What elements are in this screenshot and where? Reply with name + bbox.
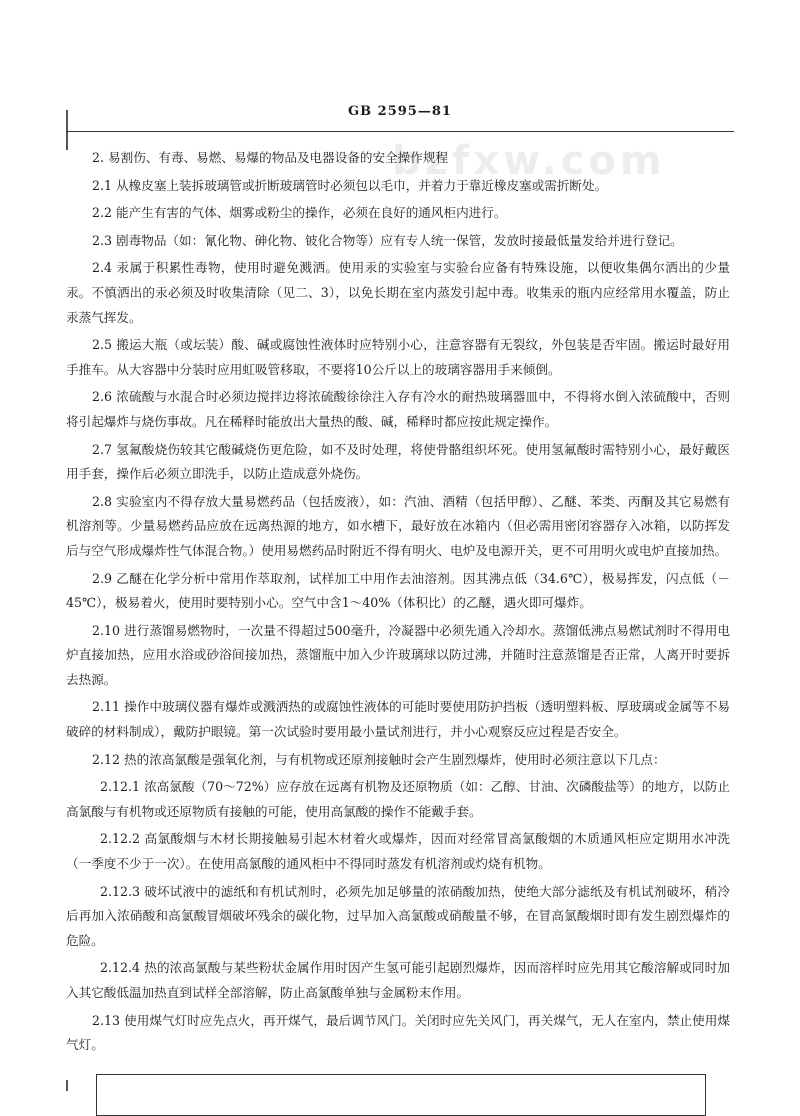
watermark: bzfxw.com <box>392 138 666 184</box>
clause-2-12-1: 2.12.1 浓高氯酸（70～72%）应存放在远离有机物及还原物质（如：乙醇、甘油、次磷酸盐等）的地方，以防止高氯酸与有机物或还原物质有接触的可能，使用高氯酸的操作不能戴手套。 <box>66 779 730 819</box>
header-rule <box>66 131 734 132</box>
scan-edge-mark-bottom <box>66 1080 68 1091</box>
section-heading: 2. 易割伤、有毒、易燃、易爆的物品及电器设备的安全操作规程 <box>92 150 449 165</box>
bottom-frame <box>96 1074 706 1116</box>
clause-2-3: 2.3 剧毒物品（如：氰化物、砷化物、铍化合物等）应有专人统一保管，发放时接最低量发给并进行登记。 <box>92 232 683 248</box>
clause-2-12-2: 2.12.2 高氯酸烟与木材长期接触易引起木材着火或爆炸，因而对经常冒高氯酸烟的木质通风柜应定期用水冲洗（一季度不少于一次）。在使用高氯酸的通风柜中不得同时蒸发有机溶剂或灼烧有机物。 <box>66 831 730 872</box>
document-body <box>66 146 730 1061</box>
clause-2-12-4: 2.12.4 热的浓高氯酸与某些粉状金属作用时因产生氢可能引起剧烈爆炸，因而溶样时应先用其它酸溶解或同时加入其它酸低温加热直到试样全部溶解，防止高氯酸单独与金属粉末作用。 <box>66 960 730 1000</box>
standard-code-header: GB 2595—81 <box>348 104 452 119</box>
clause-2-2: 2.2 能产生有害的气体、烟雾或粉尘的操作，必须在良好的通风柜内进行。 <box>92 205 507 221</box>
clause-2-8: 2.8 实验室内不得存放大量易燃药品（包括废液），如：汽油、酒精（包括甲醇）、乙醚、苯类、丙酮及其它易燃有机溶剂等。少量易燃药品应放在远离热源的地方，如水槽下，最好放在冰箱内（但必需用密闭容器存入冰箱，以防挥发后与空气形成爆炸性气体混合物。）使用易燃药品时附近不得有明火、电炉及电源开关，更不可用明火或电炉直接加热。 <box>66 493 730 558</box>
clause-2-13: 2.13 使用煤气灯时应先点火，再开煤气，最后调节风门。关闭时应先关风门，再关煤气，无人在室内，禁止使用煤气灯。 <box>66 1012 730 1053</box>
clause-2-6: 2.6 浓硫酸与水混合时必须边搅拌边将浓硫酸徐徐注入存有冷水的耐热玻璃器皿中，不得将水倒入浓硫酸中，否则将引起爆炸与烧伤事故。凡在稀释时能放出大量热的酸、碱，稀释时都应按此规定操作。 <box>66 389 730 429</box>
clause-2-10: 2.10 进行蒸馏易燃物时，一次量不得超过500毫升，冷凝器中必须先通入冷却水。蒸馏低沸点易燃试剂时不得用电炉直接加热，应用水浴或砂浴间接加热，蒸馏瓶中加入少许玻璃球以防过沸，并随时注意蒸馏是否正常，人离开时要拆去热源。 <box>66 622 730 687</box>
clause-2-12: 2.12 热的浓高氯酸是强氧化剂，与有机物或还原剂接触时会产生剧烈爆炸，使用时必须注意以下几点： <box>92 751 666 767</box>
clause-2-7: 2.7 氢氟酸烧伤较其它酸碱烧伤更危险，如不及时处理，将使骨骼组织坏死。使用氢氟酸时需特别小心，最好戴医用手套，操作后必须立即洗手，以防止造成意外烧伤。 <box>66 441 730 482</box>
clause-2-1: 2.1 从橡皮塞上装拆玻璃管或折断玻璃管时必须包以毛巾，并着力于靠近橡皮塞或需折断处。 <box>92 177 608 193</box>
clause-2-5: 2.5 搬运大瓶（或坛装）酸、碱或腐蚀性液体时应特别小心，注意容器有无裂纹，外包装是否牢固。搬运时最好用手推车。从大容器中分装时应用虹吸管移取，不要将10公斤以上的玻璃容器用手来倾倒。 <box>66 337 730 377</box>
clause-2-12-3: 2.12.3 破坏试液中的滤纸和有机试剂时，必须先加足够量的浓硝酸加热，使绝大部分滤纸及有机试剂破坏，稍冷后再加入浓硝酸和高氯酸冒烟破坏残余的碳化物，过早加入高氯酸或硝酸量不够，在冒高氯酸烟时即有发生剧烈爆炸的危险。 <box>66 883 730 948</box>
clause-2-11: 2.11 操作中玻璃仪器有爆炸或溅洒热的或腐蚀性液体的可能时要使用防护挡板（透明塑料板、厚玻璃或金属等不易破碎的材料制成），戴防护眼镜。第一次试验时要用最小量试剂进行，并小心观察反应过程是否安全。 <box>66 699 730 740</box>
clause-2-4: 2.4 汞属于积累性毒物，使用时避免溅洒。使用汞的实验室与实验台应备有特殊设施，以便收集偶尔洒出的少量汞。不慎洒出的汞必须及时收集清除（见二、3），以免长期在室内蒸发引起中毒。收集汞的瓶内应经常用水覆盖，防止汞蒸气挥发。 <box>66 260 730 325</box>
clause-2-9: 2.9 乙醚在化学分析中常用作萃取剂，试样加工中用作去油溶剂。因其沸点低（34.6℃），极易挥发，闪点低（－45℃），极易着火，使用时要特别小心。空气中含1～40%（体积比）的乙醚，遇火即可爆炸。 <box>66 570 730 611</box>
